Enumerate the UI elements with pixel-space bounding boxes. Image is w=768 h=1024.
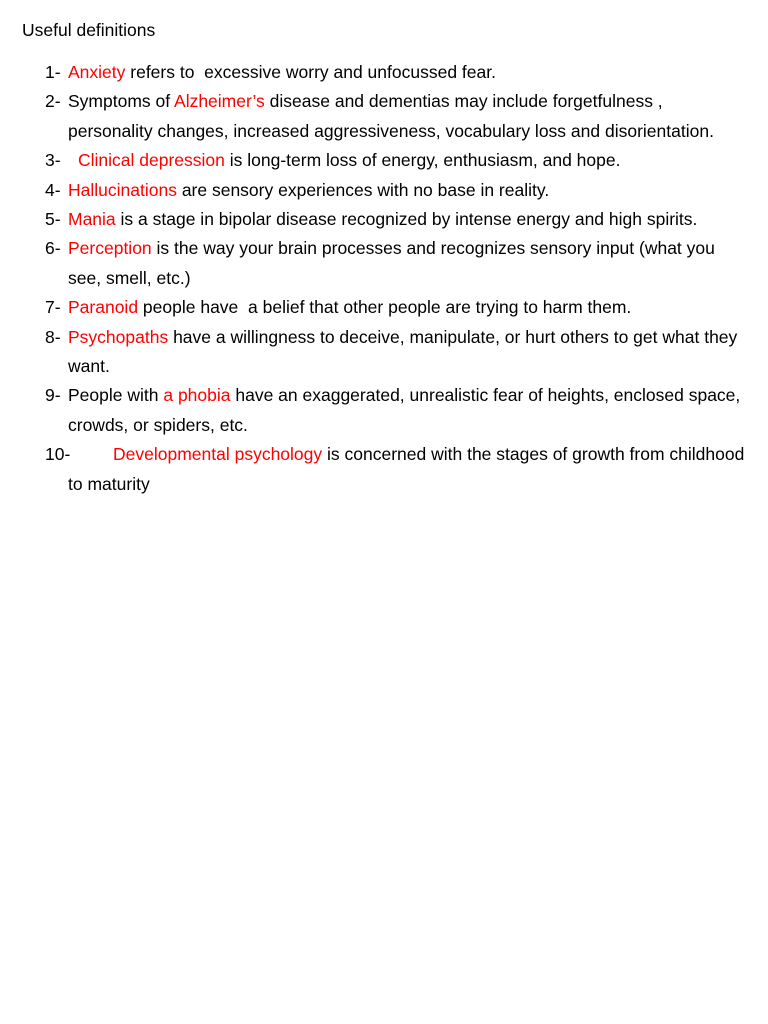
definition-item-8: [0, 323, 768, 382]
term-anxiety: Anxiety: [68, 62, 126, 82]
definition-item-6: [0, 234, 768, 293]
definition-item-2: [0, 87, 768, 146]
definition-item-1: [0, 58, 768, 87]
item-number: 5-: [45, 209, 61, 230]
definition-text: disease and dementias may include forgetfulness , personality changes, increased aggressiveness, vocabulary loss and disorientation.: [68, 91, 714, 141]
term-developmental-psychology: Developmental psychology: [113, 444, 323, 465]
definition-text: refers to excessive worry and unfocussed fear.: [125, 62, 496, 82]
term-clinical-depression: Clinical depression: [78, 150, 225, 171]
term-hallucinations: Hallucinations: [68, 179, 177, 200]
definition-text: is a stage in bipolar disease recognized by intense energy and high spirits.: [115, 209, 698, 230]
item-number: 1-: [45, 62, 61, 82]
item-number: 4-: [45, 179, 61, 200]
definition-item-5: [0, 205, 768, 234]
item-number: 3-: [45, 150, 61, 171]
term-paranoid: Paranoid: [68, 297, 139, 318]
definition-item-3: [0, 146, 768, 175]
definition-text: is concerned with the stages of growth from childhood to maturity: [68, 444, 745, 494]
definition-prefix: People with: [68, 385, 164, 406]
item-number: 10-: [45, 444, 71, 465]
definition-text: are sensory experiences with no base in reality.: [176, 179, 550, 200]
definition-text: have an exaggerated, unrealistic fear of heights, enclosed space, crowds, or spiders, etc.: [68, 385, 741, 435]
document-title: Useful definitions: [22, 20, 156, 40]
term-mania: Mania: [68, 209, 116, 230]
definition-item-9: [0, 381, 768, 440]
definition-item-7: [0, 293, 768, 322]
definition-item-4: [0, 176, 768, 205]
definition-text: is long-term loss of energy, enthusiasm, and hope.: [224, 150, 621, 171]
item-number: 7-: [45, 297, 61, 318]
definition-text: is the way your brain processes and recognizes sensory input (what you see, smell, etc.): [68, 238, 715, 288]
definition-item-10: [0, 440, 768, 499]
item-number: 9-: [45, 385, 61, 406]
definition-text: have a willingness to deceive, manipulate, or hurt others to get what they want.: [68, 326, 738, 377]
term-psychopaths: Psychopaths: [68, 326, 169, 347]
definition-text: people have a belief that other people are trying to harm them.: [138, 297, 632, 318]
definition-prefix: Symptoms of: [68, 91, 175, 112]
term-perception: Perception: [68, 238, 152, 259]
item-number: 6-: [45, 238, 61, 259]
term-alzheimers: Alzheimer’s: [174, 91, 265, 112]
term-phobia: a phobia: [163, 385, 231, 406]
item-number: 2-: [45, 91, 61, 112]
item-number: 8-: [45, 326, 61, 347]
definitions-list: [0, 58, 768, 499]
